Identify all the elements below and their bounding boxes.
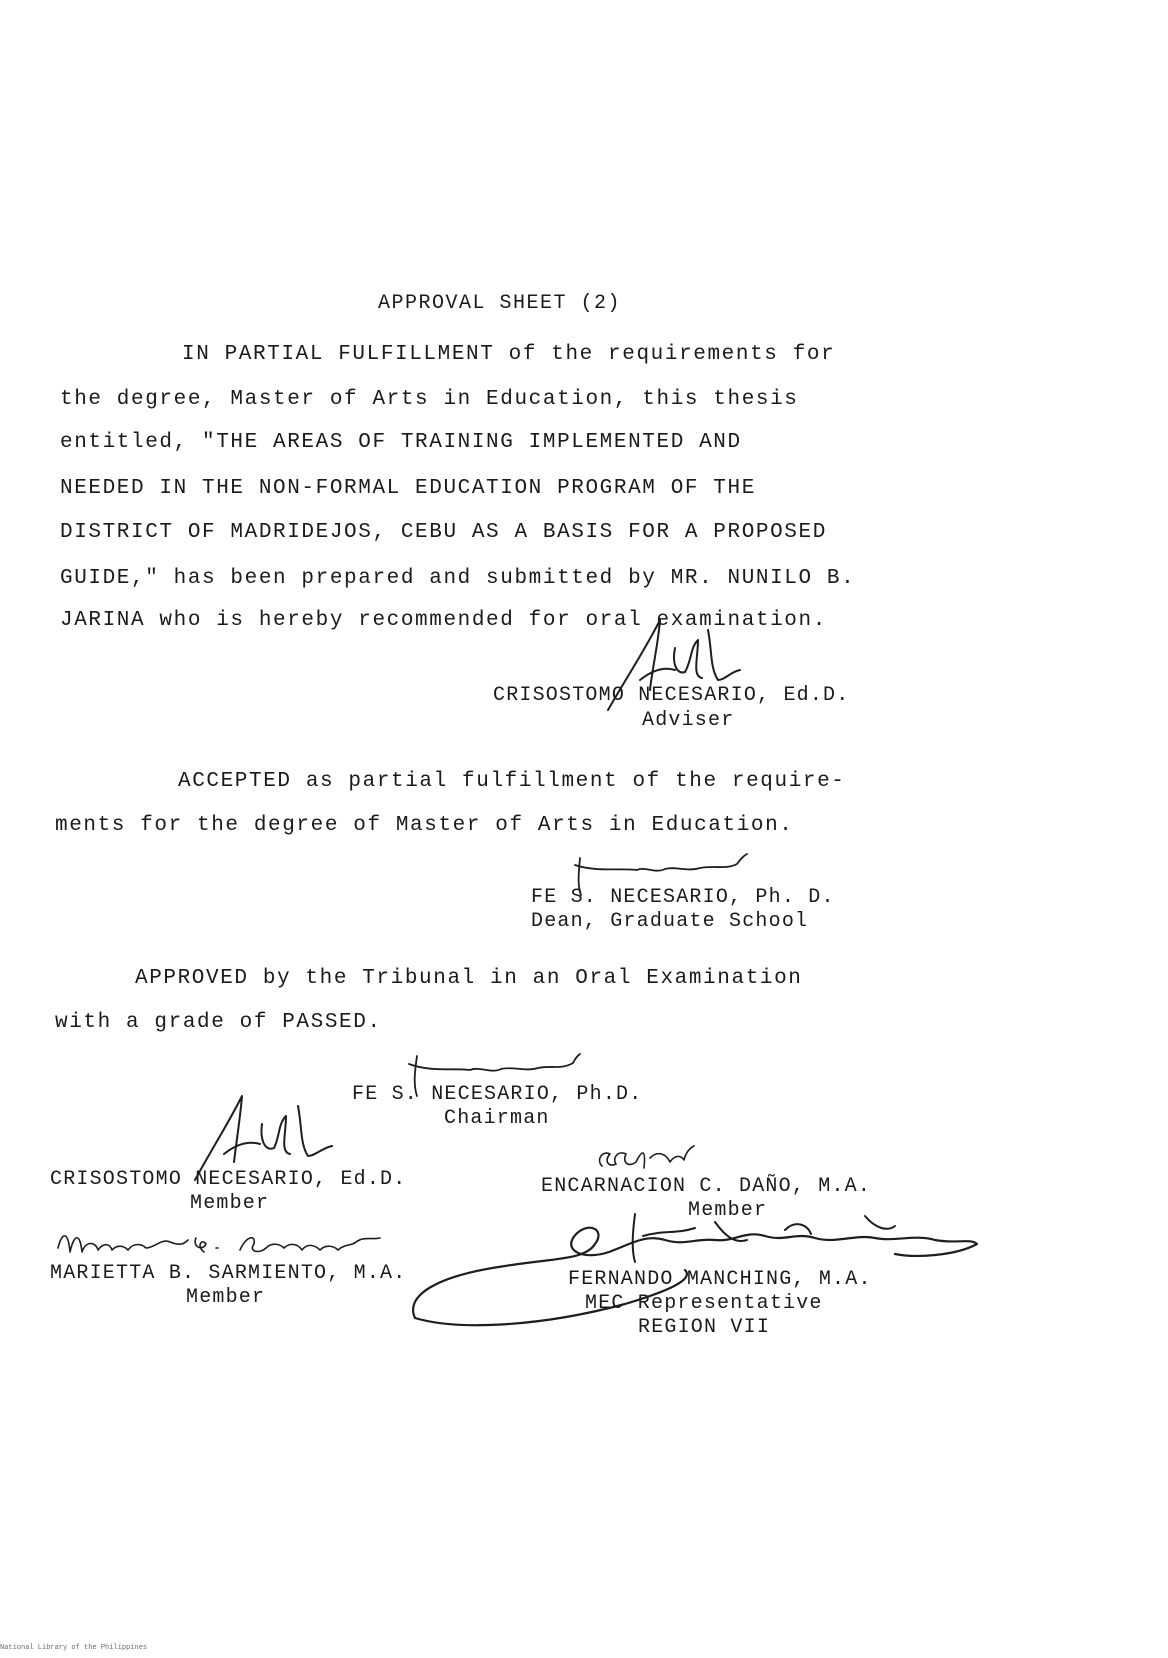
handwritten-signature-sarmiento [50, 1218, 430, 1266]
mec-region: REGION VII [638, 1316, 771, 1339]
dean-role: Dean, Graduate School [531, 910, 809, 933]
para3-line-2: with a grade of PASSED. [55, 1011, 382, 1034]
mec-role: MEC Representative [585, 1292, 823, 1315]
handwritten-signature-dano [590, 1138, 700, 1178]
member3-name: MARIETTA B. SARMIENTO, M.A. [50, 1262, 407, 1285]
member2-role: Member [688, 1199, 768, 1222]
para3-line-1: APPROVED by the Tribunal in an Oral Examination [135, 967, 803, 990]
mec-name: FERNANDO MANCHING, M.A. [568, 1268, 872, 1291]
member1-role: Member [190, 1192, 270, 1215]
para1-line-6: GUIDE," has been prepared and submitted by MR. NUNILO B. [60, 567, 856, 590]
adviser-role: Adviser [642, 709, 735, 732]
para1-line-2: the degree, Master of Arts in Education, this thesis [60, 388, 799, 411]
member1-name: CRISOSTOMO NECESARIO, Ed.D. [50, 1168, 407, 1191]
chairman-role: Chairman [444, 1107, 550, 1130]
para2-line-1: ACCEPTED as partial fulfillment of the require- [178, 770, 846, 793]
page-title: APPROVAL SHEET (2) [378, 292, 622, 315]
para1-line-1: IN PARTIAL FULFILLMENT of the requirements for [182, 343, 836, 366]
chairman-name: FE S. NECESARIO, Ph.D. [352, 1083, 643, 1106]
para1-line-4: NEEDED IN THE NON-FORMAL EDUCATION PROGRAM OF THE [60, 477, 756, 500]
footer-watermark: National Library of the Philippines [0, 1644, 148, 1652]
dean-name: FE S. NECESARIO, Ph. D. [531, 886, 835, 909]
para1-line-5: DISTRICT OF MADRIDEJOS, CEBU AS A BASIS FOR A PROPOSED [60, 521, 827, 544]
para1-line-7: JARINA who is hereby recommended for oral examination. [60, 609, 827, 632]
adviser-name: CRISOSTOMO NECESARIO, Ed.D. [493, 684, 850, 707]
para1-line-3: entitled, "THE AREAS OF TRAINING IMPLEMENTED AND [60, 431, 742, 454]
member3-role: Member [186, 1286, 266, 1309]
member2-name: ENCARNACION C. DAÑO, M.A. [541, 1175, 872, 1198]
para2-line-2: ments for the degree of Master of Arts in Education. [55, 814, 794, 837]
